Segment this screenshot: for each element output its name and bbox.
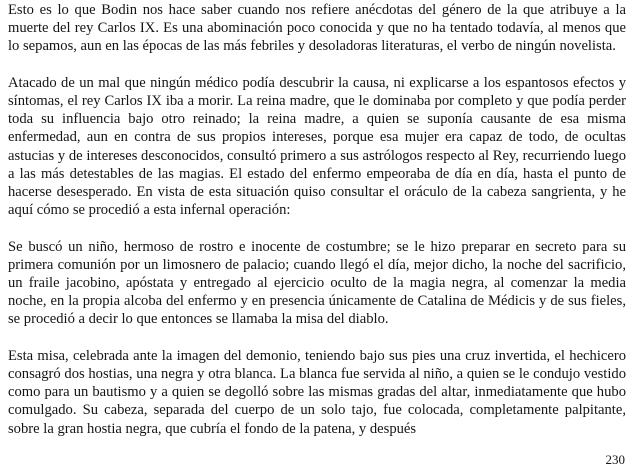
- paragraph-2: Atacado de un mal que ningún médico podía descubrir la causa, ni explicarse a los espantosos efectos y síntomas, el rey Carlos IX iba a morir. La reina madre, que le dominaba por completo y que podía perder toda su influencia bajo otro reinado; la reina madre, a quien se suponía causante de esa misma enfermedad, aun en contra de sus propios intereses, porque esa mujer era capaz de todo, de ocultas astucias y de intereses desconocidos, consultó primero a sus astrólogos respecto al Rey, recurriendo luego a las más detestables de las magias. El estado del enfermo empeoraba de día en día, hasta el punto de hacerse desesperado. En vista de esta situación quiso consultar el oráculo de la cabeza sangrienta, y he aquí cómo se procedió a esta infernal operación:: [8, 74, 626, 219]
- page-number: 230: [605, 452, 625, 467]
- paragraph-1: Esto es lo que Bodin nos hace saber cuando nos refiere anécdotas del género de la que atribuye a la muerte del rey Carlos IX. Es una abominación poco conocida y que no ha tentado todavía, al menos que lo sepamos, aun en las épocas de las más febriles y desoladoras literaturas, el verbo de ningún novelista.: [8, 2, 626, 55]
- paragraph-3: Se buscó un niño, hermoso de rostro e inocente de costumbre; se le hizo preparar en secreto para su primera comunión por un limosnero de palacio; cuando llegó el día, mejor dicho, la noche del sacrificio, un fraile jacobino, apóstata y entregado al ejercicio oculto de la magia negra, al comenzar la media noche, en la propia alcoba del enfermo y en presencia únicamente de Catalina de Médicis y de sus fieles, se procedió a decir lo que entonces se llamaba la misa del diablo.: [8, 238, 626, 328]
- document-body: [8, 1, 626, 438]
- paragraph-4: Esta misa, celebrada ante la imagen del demonio, teniendo bajo sus pies una cruz invertida, el hechicero consagró dos hostias, una negra y otra blanca. La blanca fue servida al niño, a quien se le condujo vestido como para un bautismo y a quien se degolló sobre las mismas gradas del altar, inmediatamente que hubo comulgado. Su cabeza, separada del cuerpo de un solo tajo, fue colocada, completamente palpitante, sobre la gran hostia negra, que cubría el fondo de la patena, y después: [8, 347, 626, 437]
